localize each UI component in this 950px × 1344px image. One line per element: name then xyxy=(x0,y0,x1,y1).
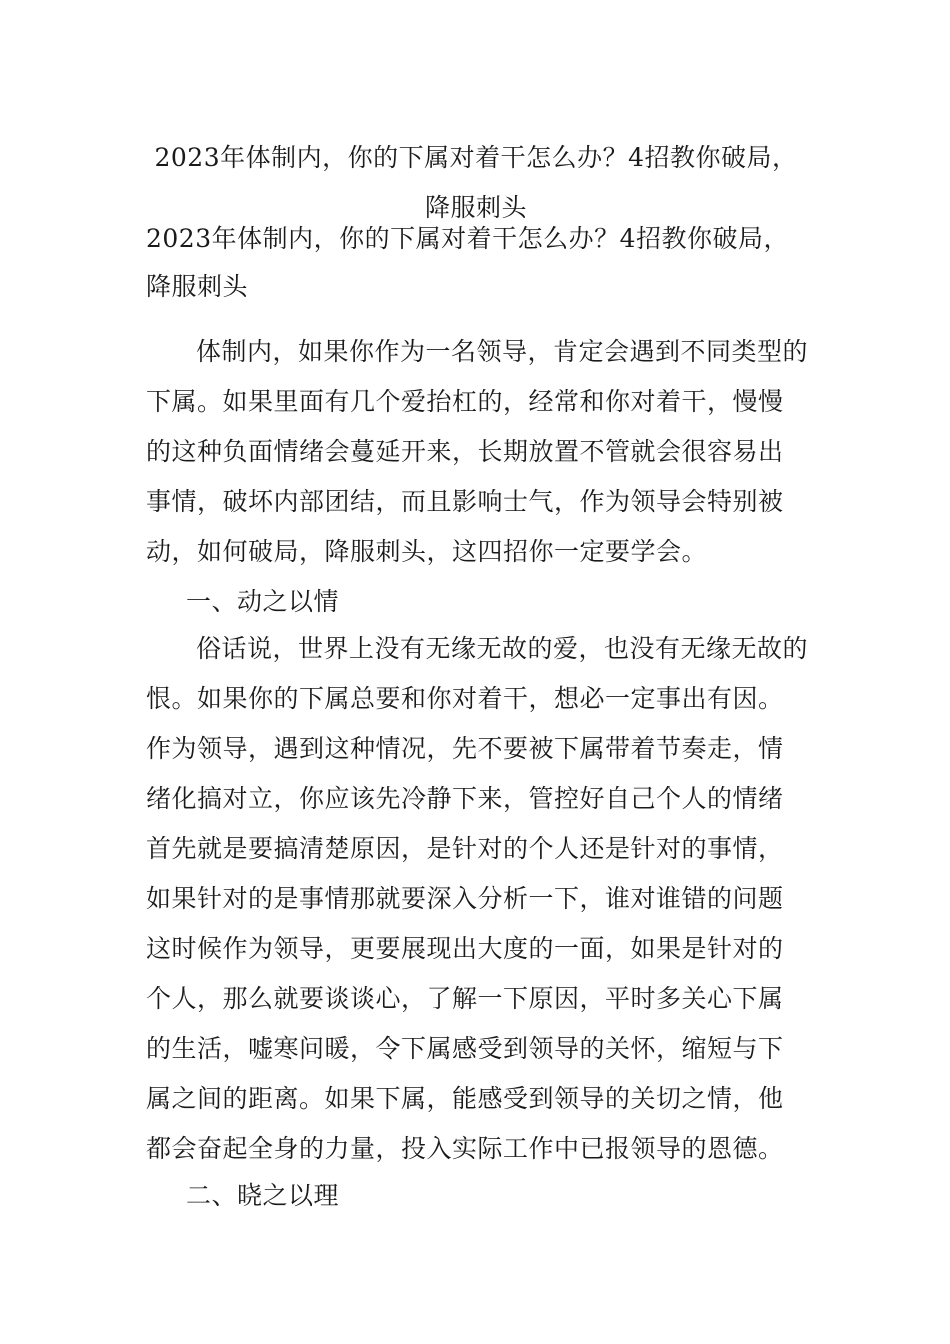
paragraph-line: 俗话说，世界上没有无缘无故的爱，也没有无缘无故的 xyxy=(196,634,809,663)
paragraph-line: 作为领导，遇到这种情况，先不要被下属带着节奏走，情 xyxy=(146,734,784,763)
paragraph-line: 首先就是要搞清楚原因，是针对的个人还是针对的事情， xyxy=(146,834,784,863)
paragraph-line: 的这种负面情绪会蔓延开来，长期放置不管就会很容易出 xyxy=(146,437,784,466)
paragraph-line: 事情，破坏内部团结，而且影响士气，作为领导会特别被 xyxy=(146,487,784,516)
title-line: 降服刺头 xyxy=(424,193,527,222)
paragraph-line: 都会奋起全身的力量，投入实际工作中已报领导的恩德。 xyxy=(146,1134,784,1163)
section-heading-2: 二、晓之以理 xyxy=(186,1181,340,1210)
paragraph-line: 属之间的距离。如果下属，能感受到领导的关切之情，他 xyxy=(146,1084,784,1113)
paragraph-intro xyxy=(146,327,810,577)
document-subtitle xyxy=(146,215,810,311)
subtitle-line: 降服刺头 xyxy=(146,272,249,301)
paragraph-line: 恨。如果你的下属总要和你对着干，想必一定事出有因。 xyxy=(146,684,784,713)
paragraph-line: 下属。如果里面有几个爱抬杠的，经常和你对着干，慢慢 xyxy=(146,387,784,416)
paragraph-section-1 xyxy=(146,624,810,1174)
paragraph-line: 如果针对的是事情那就要深入分析一下，谁对谁错的问题 xyxy=(146,884,784,913)
paragraph-line: 绪化搞对立，你应该先冷静下来，管控好自己个人的情绪 xyxy=(146,784,784,813)
paragraph-line: 体制内，如果你作为一名领导，肯定会遇到不同类型的 xyxy=(196,337,809,366)
paragraph-line: 这时候作为领导，更要展现出大度的一面，如果是针对的 xyxy=(146,934,784,963)
paragraph-line: 的生活，嘘寒问暖，令下属感受到领导的关怀，缩短与下 xyxy=(146,1034,784,1063)
paragraph-line: 动，如何破局，降服刺头，这四招你一定要学会。 xyxy=(146,537,708,566)
section-heading-1: 一、动之以情 xyxy=(186,587,340,616)
paragraph-line: 个人，那么就要谈谈心，了解一下原因，平时多关心下属 xyxy=(146,984,784,1013)
subtitle-line: 2023年体制内，你的下属对着干怎么办？4招教你破局， xyxy=(146,224,790,253)
title-line: 2023年体制内，你的下属对着干怎么办？4招教你破局， xyxy=(154,143,798,172)
